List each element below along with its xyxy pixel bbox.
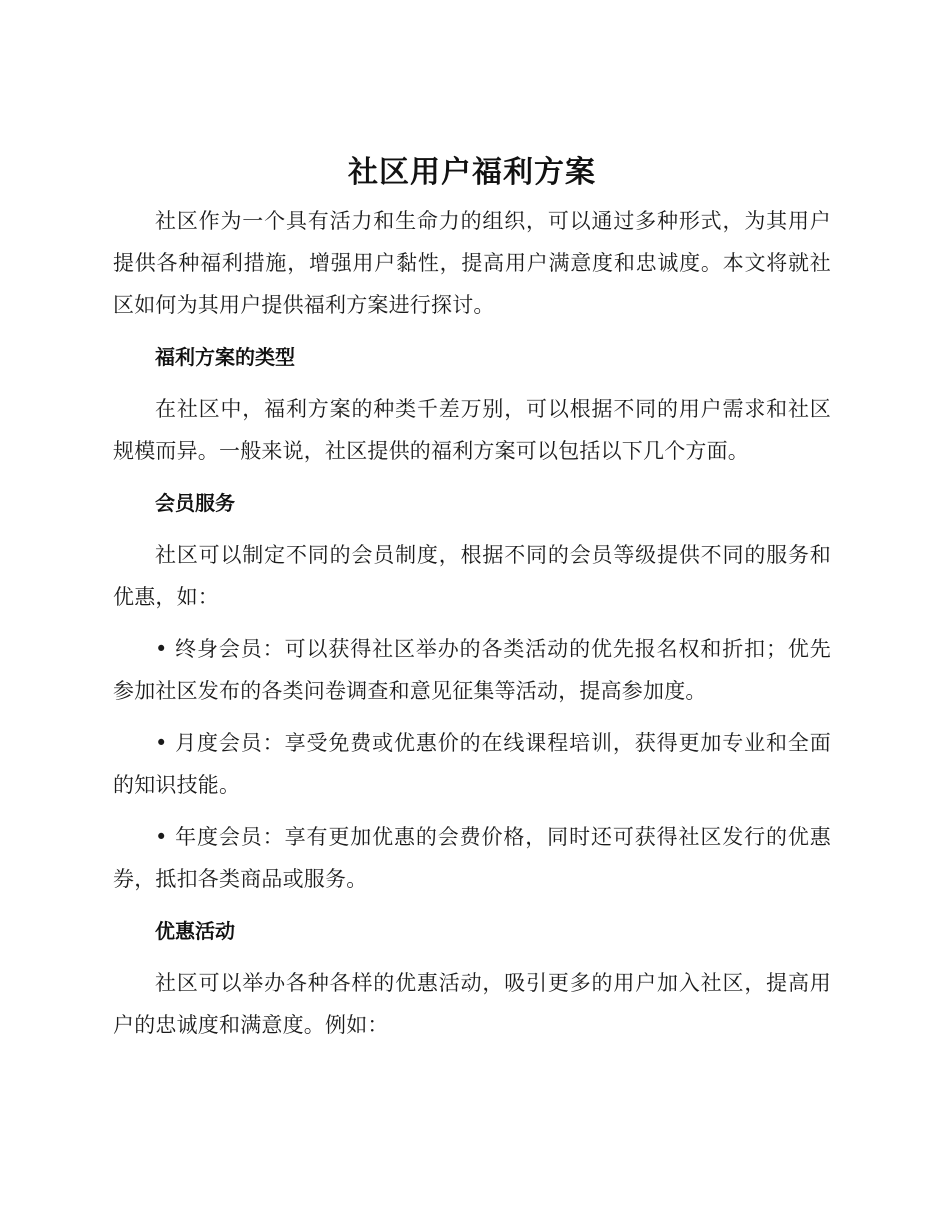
section-heading-membership: 会员服务 [155,491,235,515]
section-heading-types: 福利方案的类型 [155,345,295,369]
section-heading-promotions: 优惠活动 [155,919,235,943]
list-item-monthly-member: • 月度会员：享受免费或优惠价的在线课程培训，获得更加专业和全面的知识技能。 [113,731,831,797]
intro-paragraph: 社区作为一个具有活力和生命力的组织，可以通过多种形式，为其用户提供各种福利措施，增强用户黏性，提高用户满意度和忠诚度。本文将就社区如何为其用户提供福利方案进行探讨。 [113,209,831,317]
section-paragraph-membership: 社区可以制定不同的会员制度，根据不同的会员等级提供不同的服务和优惠，如： [113,543,831,609]
list-item-lifetime-member: • 终身会员：可以获得社区举办的各类活动的优先报名权和折扣；优先参加社区发布的各类问卷调查和意见征集等活动，提高参加度。 [113,637,831,703]
section-paragraph-promotions: 社区可以举办各种各样的优惠活动，吸引更多的用户加入社区，提高用户的忠诚度和满意度。例如： [113,971,831,1037]
document-body [113,150,831,1056]
section-paragraph-types: 在社区中，福利方案的种类千差万别，可以根据不同的用户需求和社区规模而异。一般来说，社区提供的福利方案可以包括以下几个方面。 [113,397,831,463]
list-item-annual-member: • 年度会员：享有更加优惠的会费价格，同时还可获得社区发行的优惠券，抵扣各类商品或服务。 [113,825,831,891]
document-title: 社区用户福利方案 [348,155,596,190]
